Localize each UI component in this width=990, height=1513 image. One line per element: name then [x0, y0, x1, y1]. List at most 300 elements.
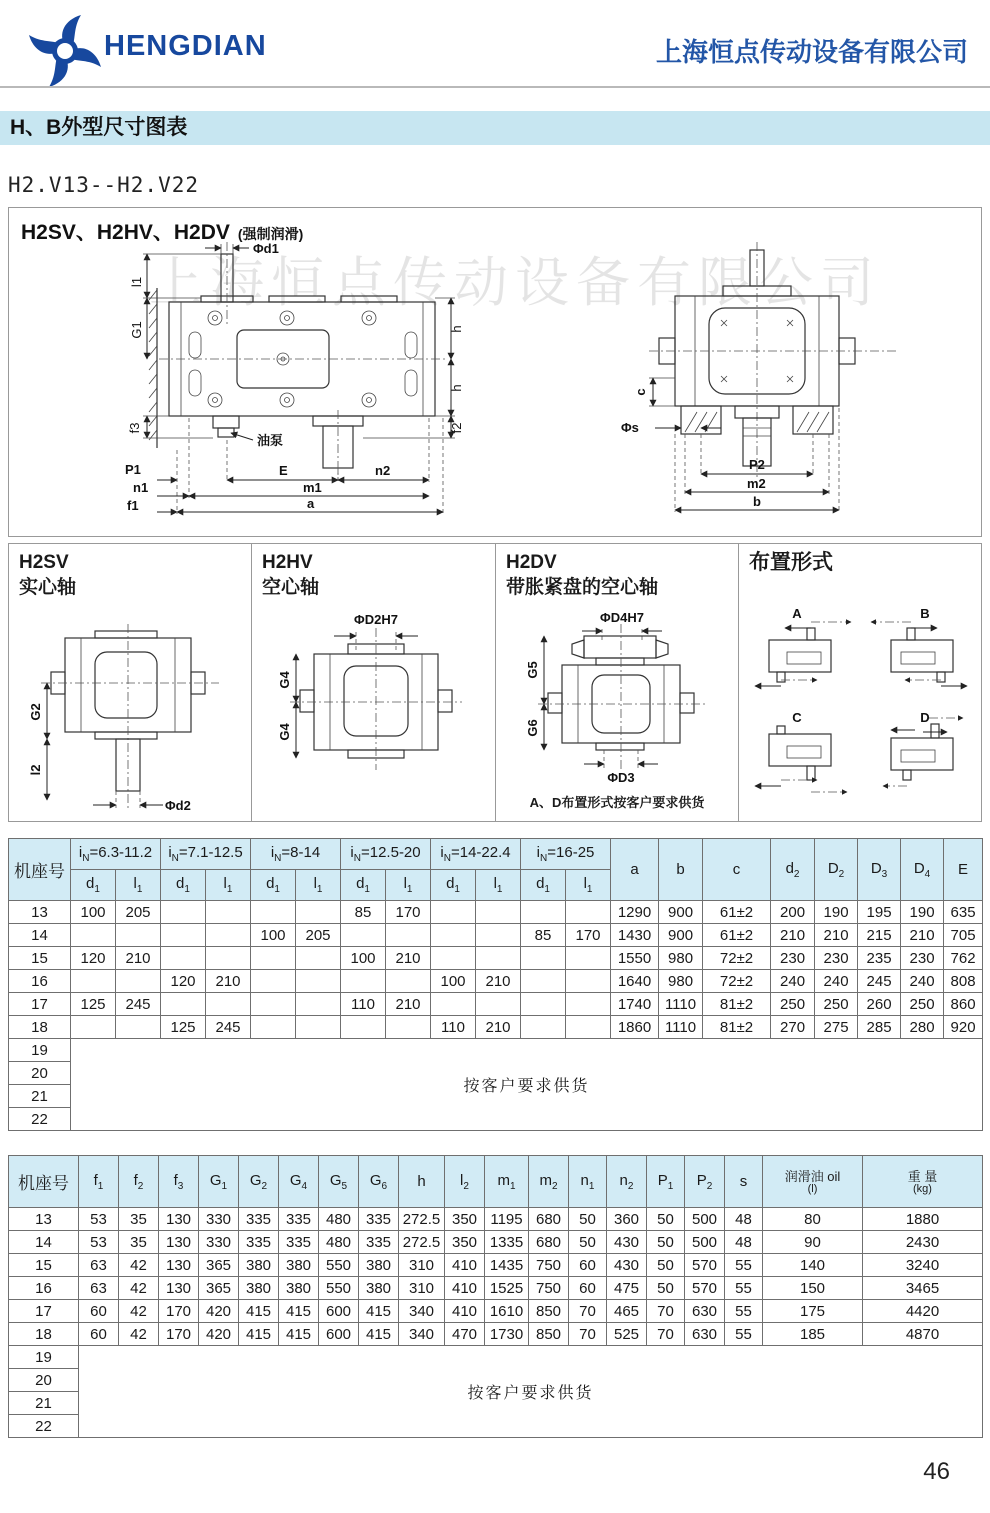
table-cell: 210	[815, 924, 858, 947]
layout-forms-title: 布置形式	[749, 551, 833, 574]
table-cell: 1335	[485, 1231, 529, 1254]
table-cell	[206, 993, 251, 1016]
table-cell	[116, 924, 161, 947]
table-cell: 415	[279, 1300, 319, 1323]
table-cell: 14	[9, 1231, 79, 1254]
table-cell: 980	[659, 947, 703, 970]
model-range: H2.V13--H2.V22	[8, 173, 200, 197]
table-cell: 380	[239, 1277, 279, 1300]
table-cell: 110	[431, 1016, 476, 1039]
table-header: 机座号	[9, 1156, 79, 1208]
table-cell	[161, 993, 206, 1016]
table-row	[9, 1323, 983, 1346]
dimensions-table-shafts	[8, 838, 983, 1131]
table-cell: 210	[901, 924, 944, 947]
table-cell	[386, 970, 431, 993]
table-cell: 61±2	[703, 901, 771, 924]
table-cell: 60	[79, 1323, 119, 1346]
table-cell: 195	[858, 901, 901, 924]
table-header: c	[703, 839, 771, 901]
table-cell	[431, 947, 476, 970]
table-cell: 63	[79, 1277, 119, 1300]
table-header: 润滑油 oil (l)	[763, 1156, 863, 1208]
table-cell	[521, 1016, 566, 1039]
table-row	[9, 1039, 983, 1062]
table-header: $d_1$	[251, 870, 296, 901]
table-header: $l_1$	[386, 870, 431, 901]
table-cell: 42	[119, 1277, 159, 1300]
table-cell	[566, 901, 611, 924]
table-cell	[71, 1016, 116, 1039]
table-cell: 260	[858, 993, 901, 1016]
table-cell: 35	[119, 1208, 159, 1231]
table-header: $l_1$	[566, 870, 611, 901]
table-cell	[566, 993, 611, 1016]
table-cell	[431, 924, 476, 947]
table-cell: 415	[359, 1323, 399, 1346]
table-header: $G_6$	[359, 1156, 399, 1208]
svg-text:ΦD2H7: ΦD2H7	[354, 612, 398, 627]
table-cell: 50	[647, 1208, 685, 1231]
table-cell: 900	[659, 901, 703, 924]
table-cell	[521, 993, 566, 1016]
svg-text:a: a	[307, 496, 315, 511]
svg-text:G4: G4	[277, 723, 292, 741]
table-cell: 100	[431, 970, 476, 993]
svg-text:n1: n1	[133, 480, 149, 495]
table-cell: 1740	[611, 993, 659, 1016]
table-cell: 140	[763, 1254, 863, 1277]
table-header: $G_1$	[199, 1156, 239, 1208]
table-cell	[206, 901, 251, 924]
table-row	[9, 924, 983, 947]
table-cell: 55	[725, 1300, 763, 1323]
table-cell: 53	[79, 1208, 119, 1231]
table-cell: 13	[9, 901, 71, 924]
table-cell: 4420	[863, 1300, 983, 1323]
table-header: E	[944, 839, 983, 901]
svg-text:l2: l2	[28, 764, 43, 776]
table-cell: 380	[239, 1254, 279, 1277]
table-header: $i_N=6.3-11.2$	[71, 839, 161, 870]
table-cell: 335	[359, 1208, 399, 1231]
table-header: $i_N=7.1-12.5$	[161, 839, 251, 870]
table-cell	[206, 947, 251, 970]
table-cell: 15	[9, 947, 71, 970]
table-cell: 240	[815, 970, 858, 993]
table-cell	[296, 993, 341, 1016]
table-header: b	[659, 839, 703, 901]
table-cell: 310	[399, 1254, 445, 1277]
custom-order-note: 按客户要求供货	[79, 1346, 983, 1438]
table-header: $D_2$	[815, 839, 858, 901]
table-cell: 240	[901, 970, 944, 993]
table-header: $n_1$	[569, 1156, 607, 1208]
table-row	[9, 1346, 983, 1369]
table-cell: 125	[71, 993, 116, 1016]
svg-text:A: A	[792, 606, 802, 621]
table-cell: 275	[815, 1016, 858, 1039]
table-cell: 70	[569, 1300, 607, 1323]
table-cell: 365	[199, 1277, 239, 1300]
arrangement-D	[863, 708, 975, 812]
table-cell: 130	[159, 1277, 199, 1300]
table-cell: 420	[199, 1323, 239, 1346]
table-cell: 210	[116, 947, 161, 970]
table-cell	[521, 901, 566, 924]
table-cell	[521, 947, 566, 970]
svg-text:ΦD4H7: ΦD4H7	[600, 610, 644, 625]
table-row	[9, 947, 983, 970]
table-cell: 680	[529, 1208, 569, 1231]
table-header: $i_N=12.5-20$	[341, 839, 431, 870]
table-cell: 2430	[863, 1231, 983, 1254]
svg-text:D: D	[920, 710, 930, 725]
table-cell	[341, 970, 386, 993]
svg-text:f1: f1	[127, 498, 139, 513]
brand-name: HENGDIAN	[104, 30, 267, 62]
table-cell: 1730	[485, 1323, 529, 1346]
table-cell: 410	[445, 1277, 485, 1300]
table-cell: 1880	[863, 1208, 983, 1231]
table-cell: 850	[529, 1323, 569, 1346]
front-view-drawing	[117, 234, 477, 530]
table-header: $l_1$	[206, 870, 251, 901]
table-header: $d_1$	[161, 870, 206, 901]
watermark: 上海恒点传动设备有限公司	[149, 253, 881, 313]
table-cell: 335	[279, 1208, 319, 1231]
svg-text:Φd2: Φd2	[165, 798, 191, 813]
table-cell: 430	[607, 1254, 647, 1277]
table-cell: 1435	[485, 1254, 529, 1277]
table-cell: 1640	[611, 970, 659, 993]
table-cell: 340	[399, 1300, 445, 1323]
table-cell: 635	[944, 901, 983, 924]
table-cell	[566, 1016, 611, 1039]
main-drawing-panel	[8, 207, 982, 537]
table-cell: 630	[685, 1323, 725, 1346]
table-cell: 420	[199, 1300, 239, 1323]
table-cell: 22	[9, 1415, 79, 1438]
table-cell: 480	[319, 1208, 359, 1231]
table-cell	[296, 1016, 341, 1039]
svg-text:l1: l1	[129, 276, 144, 288]
table-cell: 340	[399, 1323, 445, 1346]
table-cell: 230	[901, 947, 944, 970]
table-cell	[206, 924, 251, 947]
page-number: 46	[923, 1458, 950, 1485]
table-cell: 850	[529, 1300, 569, 1323]
table-header: $G_2$	[239, 1156, 279, 1208]
table-row	[9, 1300, 983, 1323]
drawing-title: H2SV、H2HV、H2DV (强制润滑)	[21, 221, 304, 244]
table-cell	[386, 924, 431, 947]
svg-text:G4: G4	[277, 671, 292, 689]
svg-text:b: b	[753, 494, 761, 509]
svg-text:Φs: Φs	[621, 420, 639, 435]
table-cell: 55	[725, 1277, 763, 1300]
table-cell: 63	[79, 1254, 119, 1277]
table-cell	[71, 924, 116, 947]
table-cell: 230	[771, 947, 815, 970]
table-cell: 3240	[863, 1254, 983, 1277]
table-cell	[296, 901, 341, 924]
table-header: $m_2$	[529, 1156, 569, 1208]
table-cell: 210	[206, 970, 251, 993]
table-cell: 235	[858, 947, 901, 970]
table-cell: 1290	[611, 901, 659, 924]
table-cell: 380	[359, 1254, 399, 1277]
table-cell: 72±2	[703, 947, 771, 970]
table-cell	[161, 947, 206, 970]
table-cell: 53	[79, 1231, 119, 1254]
table-cell: 170	[159, 1300, 199, 1323]
table-cell: 415	[359, 1300, 399, 1323]
table-header: $l_2$	[445, 1156, 485, 1208]
table-cell: 465	[607, 1300, 647, 1323]
table-cell	[521, 970, 566, 993]
table-cell: 980	[659, 970, 703, 993]
table-header: h	[399, 1156, 445, 1208]
table-cell: 380	[279, 1277, 319, 1300]
table-cell	[431, 993, 476, 1016]
table-cell: 210	[476, 970, 521, 993]
shaft-variants-strip	[8, 543, 982, 822]
table-cell: 55	[725, 1254, 763, 1277]
table-cell: 245	[116, 993, 161, 1016]
hengdian-logo-icon	[28, 12, 102, 88]
panel-h2hv-title: H2HV 空心轴	[262, 552, 320, 598]
custom-order-note: 按客户要求供货	[71, 1039, 983, 1131]
table-cell: 120	[161, 970, 206, 993]
table-cell: 42	[119, 1300, 159, 1323]
table-cell: 110	[341, 993, 386, 1016]
table-cell: 550	[319, 1277, 359, 1300]
table-cell: 410	[445, 1254, 485, 1277]
table-cell: 750	[529, 1277, 569, 1300]
table-cell	[341, 1016, 386, 1039]
table-cell: 415	[279, 1323, 319, 1346]
arrangement-B	[863, 596, 975, 700]
table-cell: 4870	[863, 1323, 983, 1346]
table-cell: 70	[569, 1323, 607, 1346]
table-cell	[341, 924, 386, 947]
h2dv-drawing	[500, 610, 735, 786]
table-cell: 3465	[863, 1277, 983, 1300]
h2sv-drawing	[13, 600, 248, 820]
panel-h2hv	[252, 544, 496, 821]
table-cell	[386, 1016, 431, 1039]
side-view-drawing	[597, 236, 969, 528]
svg-text:m1: m1	[303, 480, 322, 495]
table-cell: 48	[725, 1208, 763, 1231]
table-cell: 170	[159, 1323, 199, 1346]
table-header: $d_1$	[431, 870, 476, 901]
table-cell: 20	[9, 1062, 71, 1085]
table-cell: 250	[815, 993, 858, 1016]
table-cell: 81±2	[703, 993, 771, 1016]
table-cell: 21	[9, 1392, 79, 1415]
table-row	[9, 1231, 983, 1254]
table-cell: 335	[239, 1208, 279, 1231]
table-cell: 190	[901, 901, 944, 924]
table-cell: 1610	[485, 1300, 529, 1323]
panel-h2sv	[9, 544, 252, 821]
table-row	[9, 1208, 983, 1231]
table-cell	[431, 901, 476, 924]
table-cell: 762	[944, 947, 983, 970]
table-cell: 19	[9, 1346, 79, 1369]
table-cell: 600	[319, 1300, 359, 1323]
svg-text:f2: f2	[449, 422, 464, 434]
table-cell: 21	[9, 1085, 71, 1108]
layout-forms-grid	[745, 592, 977, 816]
table-cell: 270	[771, 1016, 815, 1039]
panel-h2dv	[496, 544, 739, 821]
table-cell: 410	[445, 1300, 485, 1323]
panel-h2sv-title: H2SV 实心轴	[19, 552, 77, 598]
dimensions-table-housing	[8, 1155, 983, 1438]
table-cell: 1195	[485, 1208, 529, 1231]
table-header: $m_1$	[485, 1156, 529, 1208]
table-row	[9, 1016, 983, 1039]
table-cell: 14	[9, 924, 71, 947]
svg-text:f3: f3	[127, 422, 142, 434]
table-cell: 81±2	[703, 1016, 771, 1039]
table-cell: 335	[239, 1231, 279, 1254]
table-cell: 285	[858, 1016, 901, 1039]
table-header: $d_1$	[341, 870, 386, 901]
table-header: $d_1$	[71, 870, 116, 901]
table-cell: 17	[9, 1300, 79, 1323]
table-cell	[476, 993, 521, 1016]
table-header: $n_2$	[607, 1156, 647, 1208]
section-title: H、B外型尺寸图表	[10, 116, 188, 139]
table-cell: 430	[607, 1231, 647, 1254]
table-cell: 335	[359, 1231, 399, 1254]
table-header: $G_5$	[319, 1156, 359, 1208]
table-cell	[566, 947, 611, 970]
table-cell: 120	[71, 947, 116, 970]
table-cell: 900	[659, 924, 703, 947]
table-cell: 365	[199, 1254, 239, 1277]
table-cell: 380	[359, 1277, 399, 1300]
table-cell: 70	[647, 1300, 685, 1323]
table-cell: 350	[445, 1231, 485, 1254]
table-cell: 350	[445, 1208, 485, 1231]
svg-text:G5: G5	[525, 661, 540, 679]
svg-text:G6: G6	[525, 719, 540, 737]
table-cell	[161, 901, 206, 924]
svg-text:B: B	[920, 606, 930, 621]
table-cell: 85	[341, 901, 386, 924]
panel-h2dv-title: H2DV 带胀紧盘的空心轴	[506, 552, 659, 598]
table-header: $i_N=8-14$	[251, 839, 341, 870]
table-cell: 50	[647, 1231, 685, 1254]
table-cell: 570	[685, 1254, 725, 1277]
table-cell: 750	[529, 1254, 569, 1277]
table-cell: 280	[901, 1016, 944, 1039]
table-cell: 272.5	[399, 1208, 445, 1231]
svg-text:G2: G2	[28, 703, 43, 721]
table-cell: 13	[9, 1208, 79, 1231]
table-header: $D_4$	[901, 839, 944, 901]
table-cell: 90	[763, 1231, 863, 1254]
table-cell: 480	[319, 1231, 359, 1254]
table-cell: 20	[9, 1369, 79, 1392]
table-cell: 230	[815, 947, 858, 970]
table-cell: 130	[159, 1231, 199, 1254]
table-cell: 72±2	[703, 970, 771, 993]
table-cell: 600	[319, 1323, 359, 1346]
table-cell: 50	[647, 1254, 685, 1277]
table-header: a	[611, 839, 659, 901]
table-cell: 215	[858, 924, 901, 947]
table-cell: 1550	[611, 947, 659, 970]
table-cell	[251, 1016, 296, 1039]
drawing-subtitle: (强制润滑)	[237, 226, 304, 242]
table-cell: 50	[647, 1277, 685, 1300]
table-cell	[161, 924, 206, 947]
table-cell: 19	[9, 1039, 71, 1062]
table-cell: 70	[647, 1323, 685, 1346]
table-header: $D_3$	[858, 839, 901, 901]
table-cell: 808	[944, 970, 983, 993]
table-cell: 48	[725, 1231, 763, 1254]
table-row	[9, 993, 983, 1016]
table-cell: 50	[569, 1208, 607, 1231]
table-row	[9, 970, 983, 993]
table-header: $f_2$	[119, 1156, 159, 1208]
table-cell	[566, 970, 611, 993]
h2dv-note: A、D布置形式按客户要求供货	[529, 795, 705, 810]
table-cell: 475	[607, 1277, 647, 1300]
table-cell: 1525	[485, 1277, 529, 1300]
table-cell: 210	[771, 924, 815, 947]
table-cell: 1430	[611, 924, 659, 947]
svg-text:P1: P1	[125, 462, 141, 477]
svg-text:m2: m2	[747, 476, 766, 491]
svg-text:G1: G1	[129, 321, 144, 339]
table-cell: 50	[569, 1231, 607, 1254]
table-cell: 705	[944, 924, 983, 947]
table-cell	[251, 993, 296, 1016]
section-banner	[0, 111, 990, 145]
arrangement-C	[747, 708, 859, 812]
table-header: $f_3$	[159, 1156, 199, 1208]
table-header: $i_N=16-25$	[521, 839, 611, 870]
svg-text:E: E	[279, 463, 288, 478]
table-cell: 550	[319, 1254, 359, 1277]
svg-text:P2: P2	[749, 457, 765, 472]
table-cell: 470	[445, 1323, 485, 1346]
table-cell: 60	[569, 1254, 607, 1277]
table-cell: 61±2	[703, 924, 771, 947]
table-cell: 100	[71, 901, 116, 924]
table-header: $l_1$	[476, 870, 521, 901]
table-cell: 175	[763, 1300, 863, 1323]
table-cell: 80	[763, 1208, 863, 1231]
svg-text:n2: n2	[375, 463, 391, 478]
table-cell	[296, 970, 341, 993]
table-cell: 335	[279, 1231, 319, 1254]
svg-text:ΦD3: ΦD3	[607, 770, 635, 785]
table-header: $d_1$	[521, 870, 566, 901]
table-cell: 210	[386, 993, 431, 1016]
svg-text:h: h	[449, 325, 464, 333]
h2hv-drawing	[256, 606, 491, 816]
table-cell: 100	[341, 947, 386, 970]
